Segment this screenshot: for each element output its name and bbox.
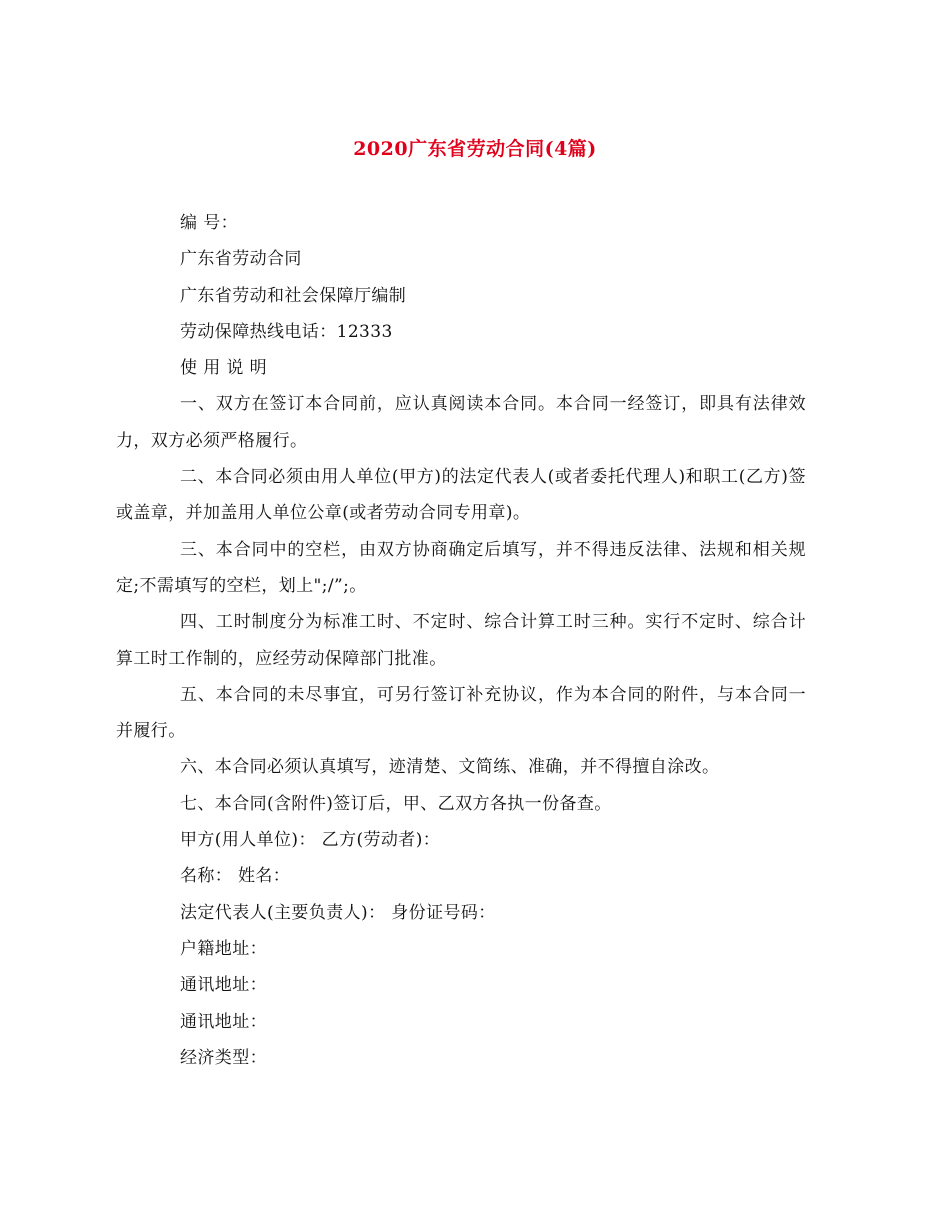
- instruction-item: 七、本合同(含附件)签订后，甲、乙双方各执一份备查。: [180, 793, 612, 814]
- representative-id-labels: 法定代表人(主要负责人)： 身份证号码：: [180, 902, 496, 923]
- instruction-item: 一、双方在签订本合同前，应认真阅读本合同。本合同一经签订，即具有法律效力，双方必须严格履行。: [116, 394, 806, 451]
- instruction-item: 六、本合同必须认真填写，迹清楚、文简练、准确，并不得擅自涂改。: [180, 757, 720, 778]
- instruction-item: 五、本合同的未尽事宜，可另行签订补充协议，作为本合同的附件，与本合同一并履行。: [116, 684, 806, 742]
- document-body: [116, 205, 806, 1076]
- contract-number-label: 编 号：: [180, 213, 239, 233]
- hotline-line: 劳动保障热线电话：12333: [180, 321, 393, 342]
- issuer-line: 广东省劳动和社会保障厅编制: [180, 285, 407, 306]
- mailing-address-label: 通讯地址：: [180, 975, 267, 996]
- contract-name: 广东省劳动合同: [180, 249, 302, 270]
- name-field-labels: 名称： 姓名：: [180, 866, 291, 887]
- household-address-label: 户籍地址：: [180, 938, 267, 959]
- instruction-item: 二、本合同必须由用人单位(甲方)的法定代表人(或者委托代理人)和职工(乙方)签或盖章，并加盖用人单位公章(或者劳动合同专用章)。: [116, 467, 806, 524]
- economic-type-label: 经济类型：: [180, 1047, 267, 1068]
- party-headings: 甲方(用人单位)： 乙方(劳动者)：: [180, 830, 441, 851]
- instructions-heading: 使 用 说 明: [180, 358, 268, 379]
- document-title: 2020广东省劳动合同(4篇): [353, 138, 597, 160]
- instruction-item: 三、本合同中的空栏，由双方协商确定后填写，并不得违反法律、法规和相关规定;不需填写的空栏，划上";/”;。: [116, 539, 806, 596]
- mailing-address-label: 通讯地址：: [180, 1011, 267, 1032]
- instruction-item: 四、工时制度分为标准工时、不定时、综合计算工时三种。实行不定时、综合计算工时工作制的，应经劳动保障部门批准。: [116, 612, 806, 669]
